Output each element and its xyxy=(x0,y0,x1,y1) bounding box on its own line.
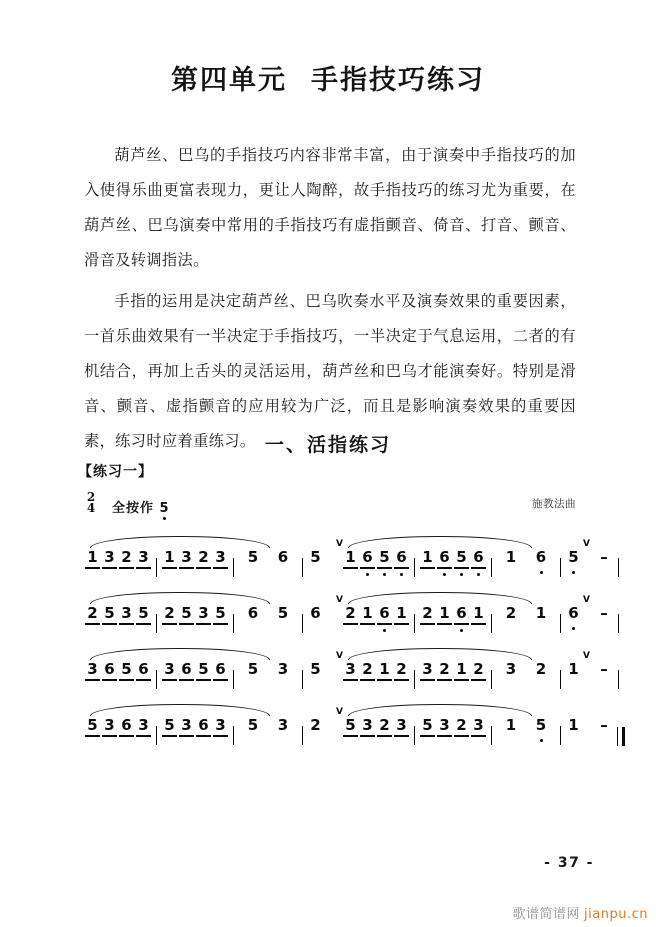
key-indicator-label: 全按作 xyxy=(112,501,155,516)
paragraph-2: 手指的运用是决定葫芦丝、巴乌吹奏水平及演奏效果的重要因素，一首乐曲效果有一半决定于手指技巧，一半决定于气息运用，二者的有机结合，再加上舌头的灵活运用，葫芦丝和巴乌才能演奏好。特别是滑音、颤音、虚指颤音的应用较为广泛，而且是影响演奏效果的重要因素，练习时应着重练习。 xyxy=(84,292,576,450)
note: 1 xyxy=(84,548,101,566)
note: 3 xyxy=(161,660,178,678)
score-measure-group-left xyxy=(84,534,322,580)
note: 5 xyxy=(376,548,393,566)
note: 2 xyxy=(118,548,135,566)
note: 5 xyxy=(453,548,470,566)
note: 2 xyxy=(359,660,376,678)
note: 5 xyxy=(101,604,118,622)
note: 3 xyxy=(101,716,118,734)
sustain-dash: – xyxy=(600,716,608,734)
key-indicator xyxy=(112,497,170,516)
note: 5 xyxy=(118,660,135,678)
score-line xyxy=(84,534,608,580)
score-line xyxy=(84,590,608,636)
note: 3 xyxy=(101,548,118,566)
note: 3 xyxy=(212,548,229,566)
note: 5 xyxy=(212,604,229,622)
score-measure-group-left xyxy=(84,702,322,748)
note-row xyxy=(342,548,623,566)
phrase-slur xyxy=(348,648,532,660)
note: 2 xyxy=(310,716,321,734)
phrase-slur xyxy=(90,536,270,548)
note: 5 xyxy=(247,548,259,566)
note: 2 xyxy=(535,660,547,678)
note: 1 xyxy=(342,548,359,566)
breath-mark: V xyxy=(583,595,590,605)
note: 2 xyxy=(376,716,393,734)
note: 5 xyxy=(277,604,289,622)
exercise-label: 【练习一】 xyxy=(78,464,153,480)
note: 2 xyxy=(342,604,359,622)
note: 6 xyxy=(359,548,376,566)
note-row xyxy=(84,716,324,734)
note: 3 xyxy=(277,660,289,678)
time-signature-numerator: 2 xyxy=(86,490,96,504)
note: 1 xyxy=(535,604,547,622)
watermark-url: jianpu.cn xyxy=(584,907,648,922)
score-line xyxy=(84,646,608,692)
note: 6 xyxy=(526,548,556,566)
phrase-slur xyxy=(90,704,270,716)
note: 6 xyxy=(101,660,118,678)
note: 5 xyxy=(310,660,321,678)
key-indicator-pitch: 5 xyxy=(159,501,170,516)
note: 6 xyxy=(135,660,152,678)
note: 6 xyxy=(277,548,289,566)
note: 6 xyxy=(436,548,453,566)
phrase-slur xyxy=(348,536,532,548)
note: 1 xyxy=(359,604,376,622)
note: 5 xyxy=(195,660,212,678)
sustain-dash: – xyxy=(600,548,608,566)
score-measure-group-right xyxy=(342,590,608,636)
note: 3 xyxy=(393,716,410,734)
breath-mark: V xyxy=(336,539,343,549)
note: 2 xyxy=(84,604,101,622)
score-measure-group-right xyxy=(342,646,608,692)
note: 5 xyxy=(310,548,321,566)
note-row xyxy=(84,604,324,622)
composer-credit: 施教法曲 xyxy=(532,498,576,510)
note: 6 xyxy=(453,604,470,622)
note: 1 xyxy=(568,660,579,678)
breath-mark: V xyxy=(583,651,590,661)
note: 5 xyxy=(135,604,152,622)
note: 1 xyxy=(453,660,470,678)
note-row xyxy=(84,660,324,678)
note: 2 xyxy=(393,660,410,678)
note: 6 xyxy=(247,604,259,622)
note: 1 xyxy=(419,548,436,566)
note: 5 xyxy=(342,716,359,734)
phrase-slur xyxy=(90,648,270,660)
score-measure-group-left xyxy=(84,646,322,692)
note: 6 xyxy=(212,660,229,678)
note: 3 xyxy=(118,604,135,622)
note: 3 xyxy=(277,716,289,734)
note: 6 xyxy=(393,548,410,566)
note: 1 xyxy=(436,604,453,622)
note: 6 xyxy=(470,548,487,566)
note: 5 xyxy=(565,548,582,566)
note: 2 xyxy=(436,660,453,678)
note: 5 xyxy=(247,716,259,734)
note: 1 xyxy=(161,548,178,566)
note: 6 xyxy=(310,604,321,622)
breath-mark: V xyxy=(336,595,343,605)
note: 6 xyxy=(195,716,212,734)
note: 6 xyxy=(118,716,135,734)
page-title xyxy=(0,58,656,97)
note: 5 xyxy=(526,716,556,734)
note: 1 xyxy=(470,604,487,622)
note: 3 xyxy=(505,660,517,678)
note: 2 xyxy=(195,548,212,566)
note: 3 xyxy=(436,716,453,734)
note: 1 xyxy=(505,716,517,734)
section-heading: 一、活指练习 xyxy=(264,434,391,456)
note: 3 xyxy=(178,716,195,734)
note: 5 xyxy=(84,716,101,734)
breath-mark: V xyxy=(336,651,343,661)
watermark xyxy=(513,903,648,922)
note: 1 xyxy=(568,716,579,734)
note: 6 xyxy=(376,604,393,622)
note-row xyxy=(84,548,324,566)
note: 3 xyxy=(342,660,359,678)
note: 1 xyxy=(505,548,517,566)
note: 6 xyxy=(565,604,582,622)
note: 5 xyxy=(247,660,259,678)
score-measure-group-left xyxy=(84,590,322,636)
note: 5 xyxy=(161,716,178,734)
phrase-slur xyxy=(90,592,270,604)
note: 2 xyxy=(419,604,436,622)
phrase-slur xyxy=(348,704,532,716)
score-measure-group-right xyxy=(342,534,608,580)
note: 3 xyxy=(178,548,195,566)
phrase-slur xyxy=(348,592,532,604)
note: 3 xyxy=(419,660,436,678)
note: 2 xyxy=(470,660,487,678)
paragraph-1: 葫芦丝、巴乌的手指技巧内容非常丰富，由于演奏中手指技巧的加入使得乐曲更富表现力，更让人陶醉，故手指技巧的练习尤为重要，在葫芦丝、巴乌演奏中常用的手指技巧有虚指颤音、倚音、打音、颤音、滑音及转调指法。 xyxy=(84,146,576,269)
breath-mark: V xyxy=(336,707,343,717)
note: 3 xyxy=(195,604,212,622)
score-line xyxy=(84,702,608,748)
title-unit: 第四单元 xyxy=(171,65,287,96)
note: 6 xyxy=(178,660,195,678)
note: 5 xyxy=(178,604,195,622)
sustain-dash: – xyxy=(600,604,608,622)
score-measure-group-right xyxy=(342,702,608,748)
watermark-site-name: 歌谱简谱网 xyxy=(512,907,581,922)
breath-mark: V xyxy=(583,539,590,549)
note: 1 xyxy=(376,660,393,678)
body-text xyxy=(84,138,576,465)
title-topic: 手指技巧练习 xyxy=(311,65,485,96)
note: 3 xyxy=(135,716,152,734)
note: 3 xyxy=(84,660,101,678)
note: 3 xyxy=(470,716,487,734)
note: 3 xyxy=(212,716,229,734)
note-row xyxy=(342,604,623,622)
time-signature-denominator: 4 xyxy=(86,501,96,515)
note: 2 xyxy=(453,716,470,734)
sustain-dash: – xyxy=(600,660,608,678)
note: 2 xyxy=(505,604,517,622)
note: 2 xyxy=(161,604,178,622)
time-signature xyxy=(84,492,98,514)
note-row xyxy=(342,716,627,734)
note-row xyxy=(342,660,623,678)
note: 3 xyxy=(135,548,152,566)
page-number: - 37 - xyxy=(544,855,594,871)
note: 1 xyxy=(393,604,410,622)
note: 5 xyxy=(419,716,436,734)
note: 3 xyxy=(359,716,376,734)
score-header xyxy=(84,492,576,522)
